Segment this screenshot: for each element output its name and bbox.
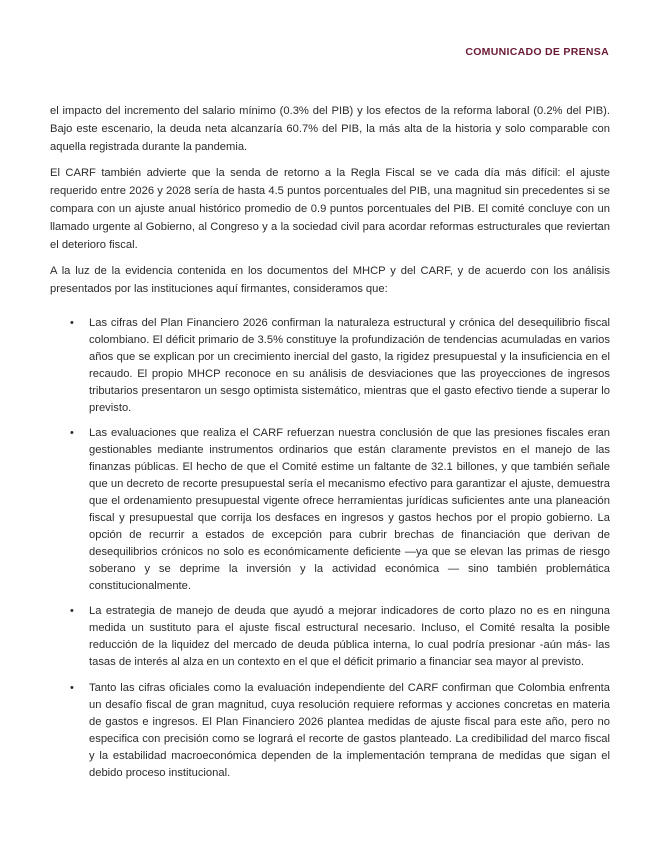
paragraph: A la luz de la evidencia contenida en los documentos del MHCP y del CARF, y de acuerdo con los análisis presentados por las instituciones aquí firmantes, consideramos que: (50, 265, 610, 296)
document-body (50, 103, 610, 791)
paragraph: El CARF también advierte que la senda de retorno a la Regla Fiscal se ve cada día más difícil: el ajuste requerido entre 2026 y 2028 sería de hasta 4.5 puntos porcentuales del PIB, una magnitud sin precedentes si se compara con un ajuste anual histórico promedio de 0.9 puntos porcentuales del PIB. El comité concluye con un llamado urgente al Gobierno, al Congreso y a la sociedad civil para acordar reformas estructurales que reviertan el deterioro fiscal. (50, 167, 610, 251)
press-release-label: COMUNICADO DE PRENSA (465, 46, 609, 58)
list-item (50, 680, 610, 781)
bullet-icon: • (70, 605, 74, 618)
list-item (50, 425, 610, 594)
list-item-text: Las cifras del Plan Financiero 2026 confirman la naturaleza estructural y crónica del desequilibrio fiscal colombiano. El déficit primario de 3.5% constituye la profundización de tendencias acumuladas en varios años que se explican por un crecimiento inercial del gasto, la rigidez presupuestal y la insuficiencia en el recaudo. El propio MHCP reconoce en su análisis de desviaciones que las proyecciones de ingresos tributarios presentaron un sesgo optimista sistemático, mientras que el gasto efectivo tiende a superar lo previsto. (89, 316, 610, 414)
conclusions-list (50, 315, 610, 782)
bullet-icon: • (70, 682, 74, 695)
list-item-text: Las evaluaciones que realiza el CARF refuerzan nuestra conclusión de que las presiones fiscales eran gestionables mediante instrumentos ordinarios que están claramente previstos en el manejo de las finanzas públicas. El hecho de que el Comité estime un faltante de 32.1 billones, y que también señale que un decreto de recorte presupuestal sería el mecanismo efectivo para garantizar el ajuste, demuestra que el ordenamiento presupuestal vigente ofrece herramientas jurídicas suficientes ante una planeación fiscal y presupuestal que corrija los desfaces en ingresos y gastos hechos por el propio gobierno. La opción de recurrir a estados de excepción para cubrir brechas de financiación que derivan de desequilibrios crónicos no solo es económicamente deficiente —ya que se elevan las primas de riesgo soberano y se deprime la inversión y la actividad económica — sino también problemática constitucionalmente. (89, 427, 610, 592)
bullet-icon: • (70, 427, 74, 440)
list-item-text: Tanto las cifras oficiales como la evaluación independiente del CARF confirman que Colombia enfrenta un desafío fiscal de gran magnitud, cuya resolución requiere reformas y acciones concretas en materia de gastos e ingresos. El Plan Financiero 2026 plantea medidas de ajuste fiscal para este año, pero no especifica con precisión como se logrará el recorte de gastos planteado. La credibilidad del marco fiscal y la estabilidad macroeconómica dependen de la implementación temprana de medidas que sigan el debido proceso institucional. (89, 682, 610, 779)
paragraph: el impacto del incremento del salario mínimo (0.3% del PIB) y los efectos de la reforma laboral (0.2% del PIB). Bajo este escenario, la deuda neta alcanzaría 60.7% del PIB, la más alta de la historia y solo comparable con aquella registrada durante la pandemia. (50, 105, 610, 153)
list-item (50, 603, 610, 671)
list-item-text: La estrategia de manejo de deuda que ayudó a mejorar indicadores de corto plazo no es en ninguna medida un sustituto para el ajuste fiscal estructural necesario. Incluso, el Comité resalta la posible reducción de la liquidez del mercado de deuda pública interna, lo cual podría presionar -aún más- las tasas de interés al alza en un contexto en el que el déficit primario a financiar sea mayor al previsto. (89, 605, 610, 669)
list-item (50, 315, 610, 416)
bullet-icon: • (70, 316, 74, 329)
